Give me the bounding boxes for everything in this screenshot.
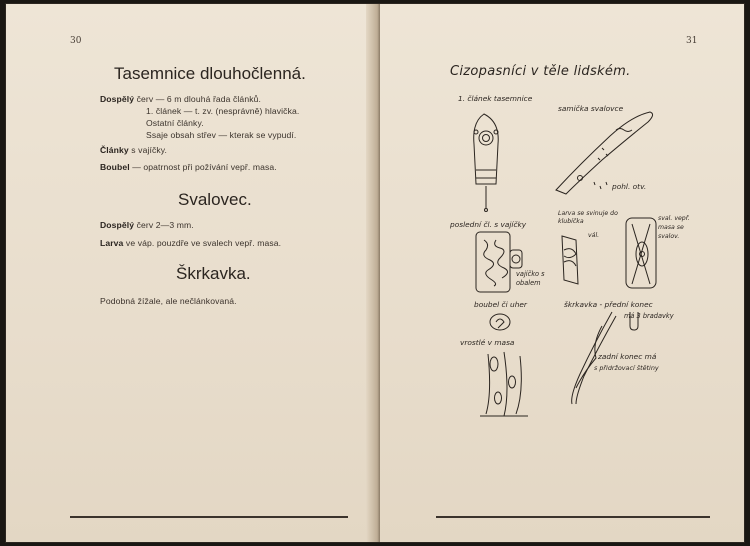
right-page	[380, 4, 744, 542]
heading-skrkavka: Škrkavka.	[176, 264, 251, 283]
parasite-drawings	[380, 4, 744, 542]
text-line	[100, 94, 261, 104]
text-line	[146, 106, 299, 116]
female-trichina-drawing	[556, 112, 653, 194]
line-text: Ostatní články.	[146, 118, 204, 128]
text-line	[146, 130, 296, 140]
label-rear-end-2: s přidržovací štětiny	[594, 364, 659, 372]
bottom-rule	[436, 516, 710, 518]
text-line	[146, 118, 204, 128]
label-three-lips: má 3 bradavky	[624, 312, 674, 320]
line-text: — opatrnost při požívání vepř. masa.	[129, 162, 277, 172]
line-text: červ — 6 m dlouhá řada článků.	[134, 94, 261, 104]
cysticerci-meat-drawing	[480, 352, 528, 416]
term-label: Larva	[100, 238, 124, 248]
line-text: s vajíčky.	[128, 145, 167, 155]
label-first-segment: 1. článek tasemnice	[458, 94, 533, 103]
line-text: ve váp. pouzdře ve svalech vepř. masa.	[123, 238, 282, 248]
egg-drawing	[510, 250, 522, 268]
term-label: Dospělý	[100, 94, 135, 104]
label-cysticercus: boubel či uher	[474, 300, 527, 309]
label-sexual-opening: pohl. otv.	[612, 182, 647, 191]
left-page	[6, 4, 376, 542]
text-line	[100, 296, 237, 306]
text-line	[100, 162, 277, 172]
label-trichina-meat: sval. vepř. masa se svalov.	[658, 215, 690, 240]
page-title: Cizopasníci v těle lidském.	[450, 64, 631, 79]
term-label: Boubel	[100, 162, 130, 172]
label-ascaris: škrkavka - přední konec	[564, 300, 653, 309]
label-larva-rolled: Larva se svinuje do klubíčka	[558, 210, 618, 225]
line-text: Ssaje obsah střev — kterak se vypudí.	[146, 130, 297, 140]
label-rear-end: zadní konec má	[598, 352, 657, 361]
text-line	[100, 220, 194, 230]
tapeworm-head-drawing	[474, 114, 499, 212]
text-line	[100, 238, 281, 248]
term-label: Články	[100, 145, 129, 155]
heading-tasemnice: Tasemnice dlouhočlenná.	[114, 64, 306, 83]
ascaris-drawing	[572, 312, 638, 404]
label-larva-rolled-2: vál.	[588, 232, 600, 239]
last-segment-drawing	[476, 232, 510, 292]
book-spread	[6, 4, 744, 542]
line-text: červ 2—3 mm.	[134, 220, 194, 230]
right-page-number: 31	[686, 36, 698, 46]
heading-svalovec: Svalovec.	[178, 190, 252, 209]
larva-rolled-drawing	[562, 236, 578, 284]
line-text: Podobná žížale, ale nečlánkovaná.	[100, 296, 237, 306]
label-cysticerci-meat: vrostlé v masa	[460, 338, 515, 347]
text-line	[100, 145, 167, 155]
label-last-segment: poslední čl. s vajíčky	[450, 220, 527, 229]
label-egg: vajíčko s obalem	[516, 270, 545, 287]
term-label: Dospělý	[100, 220, 135, 230]
cysticercus-drawing	[490, 314, 510, 330]
label-female-trichina: samička svalovce	[558, 104, 624, 113]
left-page-number: 30	[70, 36, 82, 46]
bottom-rule	[70, 516, 348, 518]
line-text: 1. článek — t. zv. (nesprávně) hlavička.	[146, 106, 300, 116]
muscle-trichina-drawing	[626, 218, 656, 288]
